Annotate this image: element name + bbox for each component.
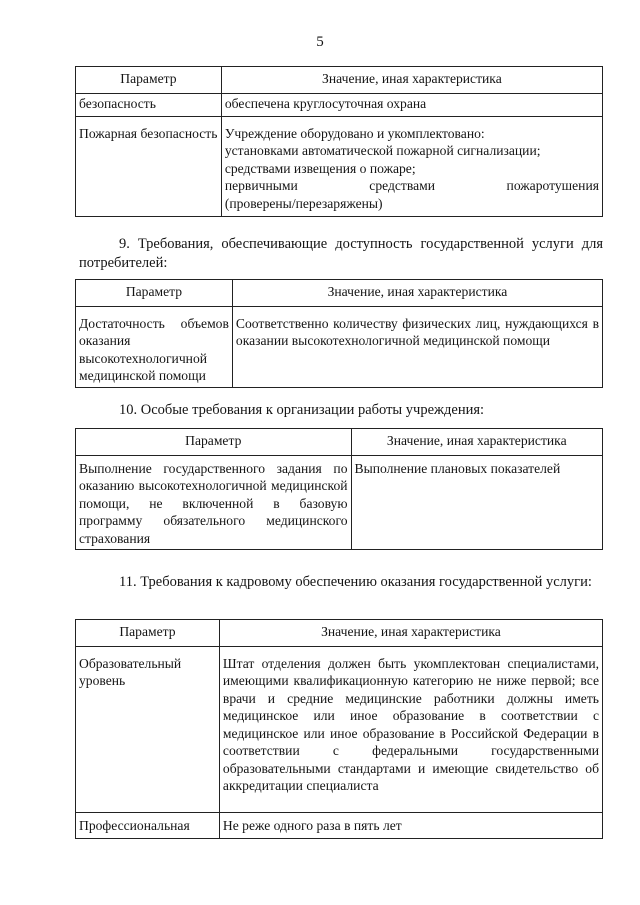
row-value: Соответственно количеству физических лиц, нуждающихся в оказании высокотехнологичной медицинской помощи bbox=[232, 306, 602, 387]
table-row bbox=[76, 93, 603, 116]
table-row bbox=[76, 306, 603, 387]
header-param: Параметр bbox=[76, 429, 352, 456]
table-row bbox=[76, 812, 603, 838]
row-value: Штат отделения должен быть укомплектован специалистами, имеющими квалификационную категорию не ниже первой; все врачи и средние медицинские работники должны иметь медицинское или иное образование в соответствии с медицинское или иное образование в Российской Федерации в соответствии с федеральными государственными образовательными стандартами и имеющие свидетельство об аккредитации специалиста bbox=[219, 646, 602, 812]
header-value: Значение, иная характеристика bbox=[351, 429, 602, 456]
row-param: Пожарная безопасность bbox=[76, 116, 222, 216]
table-header-row bbox=[76, 429, 603, 456]
value-line: установками автоматической пожарной сигнализации; bbox=[224, 143, 541, 158]
value-line: средствами извещения о пожаре; bbox=[224, 160, 416, 176]
value-line: (проверены/перезаряжены) bbox=[224, 195, 383, 211]
section-10-heading: 10. Особые требования к организации работы учреждения: bbox=[119, 402, 485, 418]
row-param: безопасность bbox=[76, 93, 222, 116]
value-line: первичными средствами пожаротушения bbox=[224, 178, 599, 193]
special-requirements-table bbox=[75, 428, 603, 550]
staffing-table bbox=[75, 619, 603, 839]
security-table bbox=[75, 66, 603, 217]
header-param: Параметр bbox=[76, 620, 220, 647]
table-row bbox=[76, 455, 603, 550]
row-value: обеспечена круглосуточная охрана bbox=[221, 93, 602, 116]
section-11-heading: 11. Требования к кадровому обеспечению оказания государственной услуги: bbox=[119, 574, 592, 590]
row-value: Не реже одного раза в пять лет bbox=[219, 812, 602, 838]
table-row bbox=[76, 116, 603, 216]
accessibility-table bbox=[75, 279, 603, 388]
header-value: Значение, иная характеристика bbox=[219, 620, 602, 647]
header-param: Параметр bbox=[76, 67, 222, 94]
row-param: Образовательный уровень bbox=[76, 646, 220, 812]
page-number: 5 bbox=[316, 34, 324, 50]
header-value: Значение, иная характеристика bbox=[232, 280, 602, 307]
value-line: Учреждение оборудовано и укомплектовано: bbox=[224, 125, 485, 141]
section-9-heading: 9. Требования, обеспечивающие доступность государственной услуги для потребителей: bbox=[79, 236, 603, 271]
row-param: Выполнение государственного задания по оказанию высокотехнологичной медицинской помощи, не включенной в базовую программу обязательного медицинского страхования bbox=[76, 455, 352, 550]
row-param: Профессиональная bbox=[76, 812, 220, 838]
row-value: Выполнение плановых показателей bbox=[351, 455, 602, 550]
header-param: Параметр bbox=[76, 280, 233, 307]
row-value bbox=[221, 116, 602, 216]
row-param: Достаточность объемов оказания высокотехнологичной медицинской помощи bbox=[76, 306, 233, 387]
table-row bbox=[76, 646, 603, 812]
table-header-row bbox=[76, 280, 603, 307]
table-header-row bbox=[76, 67, 603, 94]
header-value: Значение, иная характеристика bbox=[221, 67, 602, 94]
table-header-row bbox=[76, 620, 603, 647]
